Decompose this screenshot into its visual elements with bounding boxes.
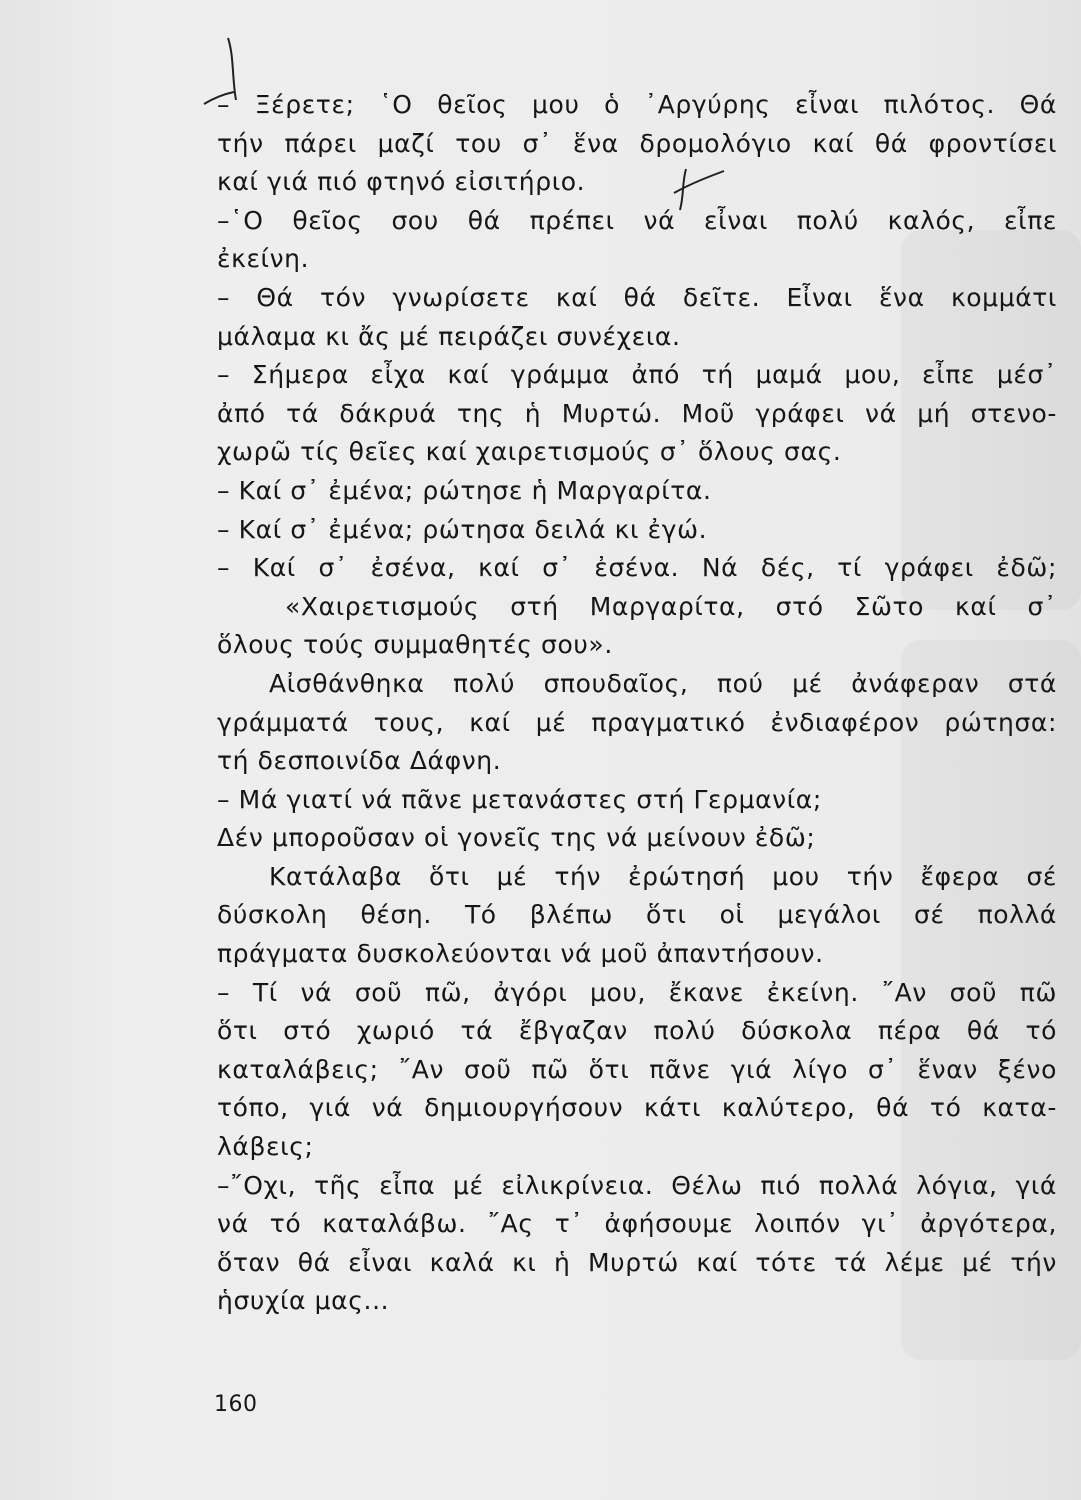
text-line: λάβεις; [217,1132,314,1162]
text-line: γράμματά τους, καί μέ πραγματικό ἐνδιαφέρον ρώτησα: [217,707,1057,737]
text-line: ὅλους τούς συμμαθητές σου». [217,630,613,660]
text-line: ἐκείνη. [217,244,310,274]
text-line: καί γιά πιό φτηνό εἰσιτήριο. [217,167,586,197]
text-line: – Σήμερα εἶχα καί γράμμα ἀπό τή μαμά μου, εἶπε μέσ᾿ [217,360,1057,390]
text-line: ὅτι στό χωριό τά ἔβγαζαν πολύ δύσκολα πέρα θά τό [217,1016,1057,1046]
text-line: – Καί σ᾿ ἐμένα; ρώτησα δειλά κι ἐγώ. [217,514,708,544]
text-line: τόπο, γιά νά δημιουργήσουν κάτι καλύτερο, θά τό κατα- [217,1093,1057,1123]
text-line: – Καί σ᾿ ἐσένα, καί σ᾿ ἐσένα. Νά δές, τί γράφει ἐδῶ; [217,553,1057,583]
text-line: ἀπό τά δάκρυά της ἡ Μυρτώ. Μοῦ γράφει νά μή στενο- [217,398,1057,428]
text-line: ὅταν θά εἶναι καλά κι ἡ Μυρτώ καί τότε τά λέμε μέ τήν [217,1247,1057,1277]
text-line: – Θά τόν γνωρίσετε καί θά δεῖτε. Εἶναι ἕνα κομμάτι [217,282,1057,312]
text-line: – Τί νά σοῦ πῶ, ἀγόρι μου, ἔκανε ἐκείνη. ῎Αν σοῦ πῶ [217,977,1057,1007]
text-line: τήν πάρει μαζί του σ᾿ ἕνα δρομολόγιο καί θά φροντίσει [217,128,1057,158]
text-line: – Μά γιατί νά πᾶνε μετανάστες στή Γερμανία; [217,784,822,814]
text-line: χωρῶ τίς θεῖες καί χαιρετισμούς σ᾿ ὅλους σας. [217,437,842,467]
text-line: μάλαμα κι ἄς μέ πειράζει συνέχεια. [217,321,681,351]
text-line: καταλάβεις; ῎Αν σοῦ πῶ ὅτι πᾶνε γιά λίγο σ᾿ ἕναν ξένο [217,1054,1057,1084]
page-number: 160 [214,1392,258,1417]
text-line: Κατάλαβα ὅτι μέ τήν ἐρώτησή μου τήν ἔφερα σέ [269,861,1057,891]
page-text [217,86,1057,1321]
text-line: ἡσυχία μας... [217,1286,390,1316]
text-line: τή δεσποινίδα Δάφνη. [217,746,502,776]
text-line: «Χαιρετισμούς στή Μαργαρίτα, στό Σῶτο καί σ᾿ [285,591,1057,621]
text-line: πράγματα δυσκολεύονται νά μοῦ ἀπαντήσουν. [217,939,824,969]
text-line: – Καί σ᾿ ἐμένα; ρώτησε ἡ Μαργαρίτα. [217,475,712,505]
text-line: νά τό καταλάβω. ῎Ας τ᾿ ἀφήσουμε λοιπόν γι᾿ ἀργότερα, [217,1209,1057,1239]
text-line: Αἰσθάνθηκα πολύ σπουδαῖος, πού μέ ἀνάφεραν στά [269,668,1057,698]
text-line: Δέν μποροῦσαν οἱ γονεῖς της νά μείνουν ἐδῶ; [217,823,816,853]
text-line: δύσκολη θέση. Τό βλέπω ὅτι οἱ μεγάλοι σέ πολλά [217,900,1057,930]
text-line: – Ξέρετε; ῾Ο θεῖος μου ὁ ᾿Αργύρης εἶναι πιλότος. Θά [217,90,1057,119]
text-line: –῾Ο θεῖος σου θά πρέπει νά εἶναι πολύ καλός, εἶπε [217,205,1057,235]
text-line: –῎Οχι, τῆς εἶπα μέ εἰλικρίνεια. Θέλω πιό πολλά λόγια, γιά [217,1170,1057,1200]
